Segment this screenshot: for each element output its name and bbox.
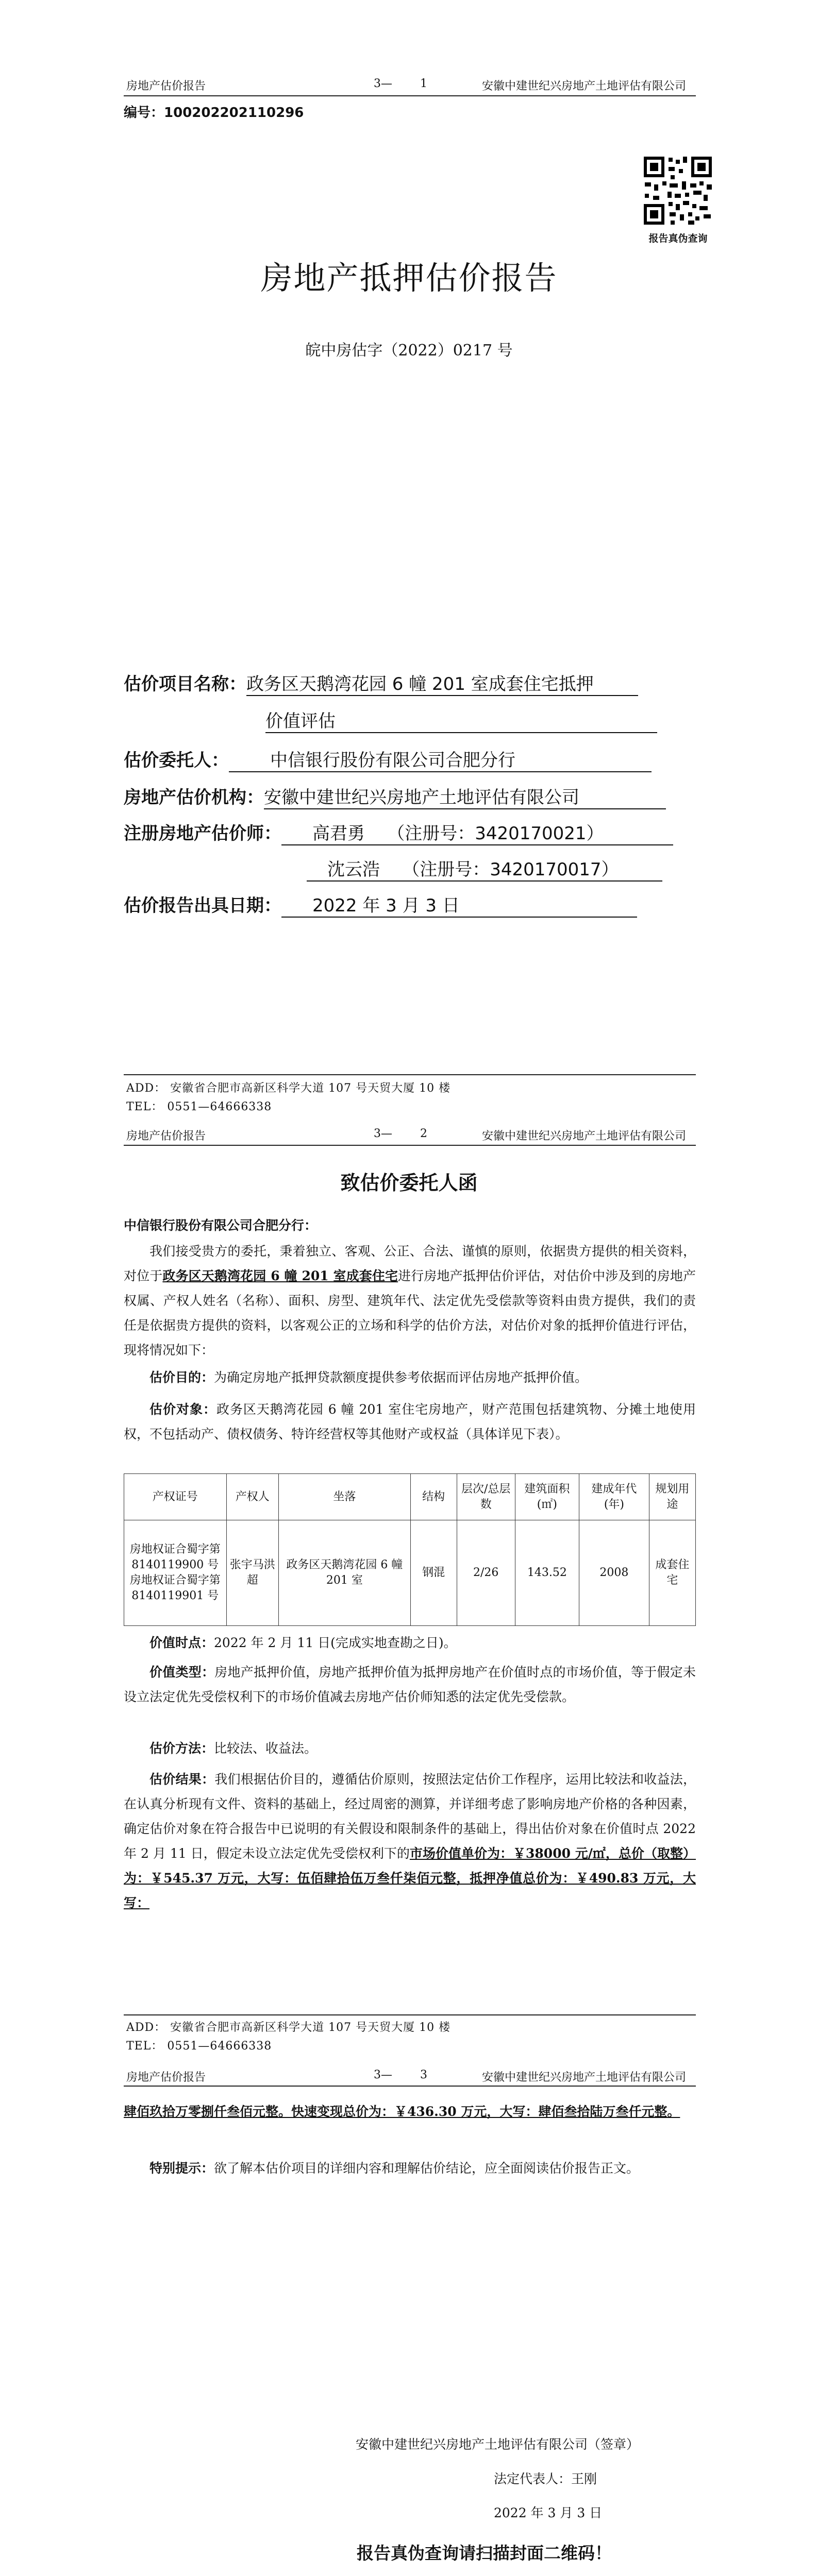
field-appraiser	[124, 819, 673, 845]
footer-tel: TEL： 0551—64666338	[126, 1100, 272, 1113]
th-area: 建筑面积(㎡)	[515, 1474, 579, 1520]
result-text: 我们根据估价目的，遵循估价原则，按照法定估价工作程序，运用比较法和收益法，在认真分析现有文件、资料的基础上，经过周密的测算，并详细考虑了影响房地产价格的各种因素，确定估价对象在符合报告中已说明的有关假设和限制条件的基础上，得出估价对象在价值时点 2022 年 2 月 11 日，假定未设立法定优先受偿权利下的	[124, 1772, 696, 1861]
purpose-text: 为确定房地产抵押贷款额度提供参考依据而评估房地产抵押价值。	[214, 1370, 588, 1385]
td-location: 政务区天鹅湾花园 6 幢 201 室	[279, 1520, 411, 1626]
qr-caption: 报告真伪查询	[648, 233, 708, 244]
signer: 安徽中建世纪兴房地产土地评估有限公司（签章）	[356, 2437, 640, 2452]
th-use: 规划用途	[649, 1474, 695, 1520]
verify-notice: 报告真伪查询请扫描封面二维码！	[357, 2543, 612, 2563]
header-rule	[124, 2086, 696, 2087]
field-appraiser-value-2: 沈云浩 （注册号：3420170017）	[307, 855, 662, 882]
header-page-number: 3	[420, 2069, 427, 2081]
td-structure: 钢混	[410, 1520, 457, 1626]
sign-date: 2022 年 3 月 3 日	[494, 2505, 603, 2520]
footer-address: ADD： 安徽省合肥市高新区科学大道 107 号天贸大厦 10 楼	[126, 1082, 451, 1095]
method-text: 比较法、收益法。	[214, 1741, 318, 1756]
field-agency-value: 安徽中建世纪兴房地产土地评估有限公司	[264, 783, 666, 809]
type-text: 房地产抵押价值，房地产抵押价值为抵押房地产在价值时点的市场价值，等于假定未设立法定优先受偿权利下的市场价值减去房地产估价师知悉的法定优先受偿款。	[124, 1665, 696, 1704]
td-owner: 张宇马洪超	[226, 1520, 279, 1626]
type-label: 价值类型：	[149, 1665, 215, 1680]
header-left: 房地产估价报告	[126, 1130, 206, 1143]
td-year: 2008	[579, 1520, 649, 1626]
qr-code-icon	[642, 155, 714, 227]
result-values: 市场价值单价为：￥38000 元/㎡，总价（取整）为：￥545.37 万元，大写：伍佰肆拾伍万叁仟柒佰元整，抵押净值总价为：￥490.83 万元，大写：	[124, 1846, 696, 1910]
header-page-prefix: 3—	[374, 2069, 392, 2081]
field-project-value: 政务区天鹅湾花园 6 幢 201 室成套住宅抵押	[246, 670, 638, 696]
header-right: 安徽中建世纪兴房地产土地评估有限公司	[482, 1130, 687, 1143]
field-agency	[124, 783, 666, 809]
letter-method	[124, 1736, 696, 1761]
field-client-value: 中信银行股份有限公司合肥分行	[229, 746, 652, 772]
footer-address: ADD： 安徽省合肥市高新区科学大道 107 号天贸大厦 10 楼	[126, 2021, 451, 2034]
serial-value: 100202202110296	[164, 105, 304, 121]
method-label: 估价方法：	[149, 1741, 214, 1756]
field-client-label: 估价委托人：	[124, 750, 229, 771]
letter-result	[124, 1767, 696, 1916]
time-label: 价值时点：	[149, 1635, 214, 1650]
field-appraiser-label: 注册房地产估价师：	[124, 823, 281, 844]
purpose-label: 估价目的：	[149, 1370, 214, 1385]
special-label: 特别提示：	[149, 2161, 214, 2176]
th-structure: 结构	[410, 1474, 457, 1520]
header-right: 安徽中建世纪兴房地产土地评估有限公司	[482, 80, 687, 93]
header-right: 安徽中建世纪兴房地产土地评估有限公司	[482, 2071, 687, 2084]
td-use: 成套住宅	[649, 1520, 695, 1626]
field-agency-label: 房地产估价机构：	[124, 787, 264, 808]
intro-c: 进行房地产抵押估价评估，对估价中涉及到的房地产权属、产权人姓名（名称）、面积、房型、建筑年代、法定优先受偿款等资料由贵方提供，我们的责任是依据贵方提供的资料，以客观公正的立场和科学的估价方法，对估价对象的抵押价值进行评估，现将情况如下：	[124, 1268, 696, 1358]
th-location: 坐落	[279, 1474, 411, 1520]
special-text: 欲了解本估价项目的详细内容和理解估价结论，应全面阅读估价报告正文。	[214, 2161, 640, 2176]
object-label: 估价对象：	[149, 1402, 216, 1417]
header-page-prefix: 3—	[374, 77, 392, 90]
letter-special	[124, 2156, 696, 2181]
field-appraiser-value: 高君勇 （注册号：3420170021）	[281, 819, 673, 845]
header-page-prefix: 3—	[374, 1127, 392, 1140]
table-header-row	[124, 1474, 696, 1520]
footer-rule	[124, 2014, 696, 2015]
header-page-number: 2	[420, 1127, 427, 1140]
td-cert: 房地权证合蜀字第8140119900 号房地权证合蜀字第8140119901 号	[124, 1520, 227, 1626]
time-text: 2022 年 2 月 11 日(完成实地查勘之日)。	[214, 1635, 457, 1650]
table-row	[124, 1520, 696, 1626]
letter-value-type	[124, 1660, 696, 1709]
header-left: 房地产估价报告	[126, 2071, 206, 2084]
letter-time	[124, 1631, 696, 1655]
report-doc-number: 皖中房估字（2022）0217 号	[305, 342, 513, 360]
th-owner: 产权人	[226, 1474, 279, 1520]
field-client	[124, 746, 652, 772]
serial-number	[124, 102, 304, 121]
footer-tel: TEL： 0551—64666338	[126, 2040, 272, 2053]
letter-title: 致估价委托人函	[340, 1171, 478, 1194]
header-rule	[124, 1145, 696, 1146]
th-cert: 产权证号	[124, 1474, 227, 1520]
field-project	[124, 670, 638, 696]
letter-object	[124, 1397, 696, 1447]
field-project-value-2: 价值评估	[265, 707, 657, 733]
field-date-value: 2022 年 3 月 3 日	[281, 891, 637, 918]
header-left: 房地产估价报告	[126, 80, 206, 93]
header-page-number: 1	[420, 77, 427, 90]
td-floor: 2/26	[457, 1520, 515, 1626]
header-rule	[124, 95, 696, 96]
serial-label: 编号：	[124, 105, 164, 121]
field-date-label: 估价报告出具日期：	[124, 895, 281, 916]
td-area: 143.52	[515, 1520, 579, 1626]
report-title: 房地产抵押估价报告	[260, 259, 558, 297]
field-date	[124, 891, 637, 918]
intro-a: 我们接受贵方的委托，秉着独立、客观、公正、合法、谨慎的原则，依据贵方提供的相关资料，对位于	[124, 1244, 696, 1283]
letter-intro	[124, 1239, 696, 1363]
object-text: 政务区天鹅湾花园 6 幢 201 室住宅房地产，财产范围包括建筑物、分摊土地使用权，不包括动产、债权债务、特许经营权等其他财产或权益（具体详见下表）。	[124, 1402, 696, 1442]
letter-purpose	[124, 1365, 696, 1390]
property-table	[124, 1473, 696, 1626]
letter-addressee: 中信银行股份有限公司合肥分行：	[124, 1218, 318, 1233]
th-year: 建成年代(年)	[579, 1474, 649, 1520]
result-continued: 肆佰玖拾万零捌仟叁佰元整。快速变现总价为：￥436.30 万元，大写：肆佰叁拾陆万叁仟元整。	[124, 2104, 680, 2119]
legal-rep: 法定代表人：王刚	[494, 2471, 597, 2486]
intro-object: 政务区天鹅湾花园 6 幢 201 室成套住宅	[162, 1268, 398, 1283]
field-project-cont	[265, 707, 657, 733]
field-project-label: 估价项目名称：	[124, 674, 246, 694]
footer-rule	[124, 1074, 696, 1075]
result-label: 估价结果：	[149, 1772, 215, 1787]
th-floor: 层次/总层数	[457, 1474, 515, 1520]
field-appraiser-2	[307, 855, 662, 882]
